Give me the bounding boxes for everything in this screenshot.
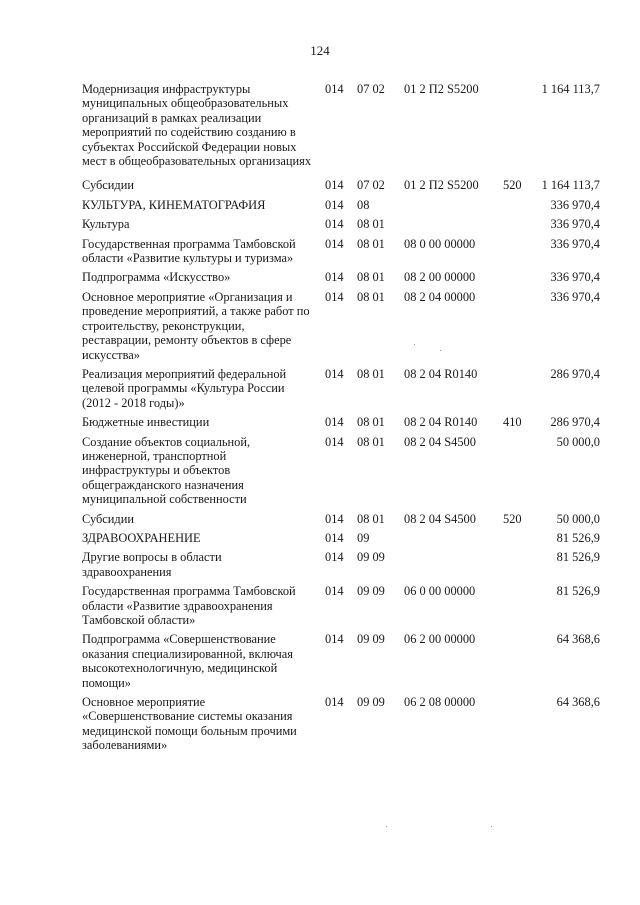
row-amount: 336 970,4 (550, 197, 600, 212)
row-amount: 336 970,4 (550, 217, 600, 232)
row-grbs-code: 014 (325, 236, 344, 251)
table-row (82, 217, 602, 231)
row-section-code: 08 01 (357, 270, 385, 285)
row-amount: 336 970,4 (550, 289, 600, 304)
table-row (82, 270, 602, 284)
row-grbs-code: 014 (325, 434, 344, 449)
row-amount: 336 970,4 (550, 270, 600, 285)
table-row (82, 237, 602, 266)
row-name: Бюджетные инвестиции (82, 415, 210, 430)
row-section-code: 08 01 (357, 289, 385, 304)
table-row (82, 584, 602, 627)
row-section-code: 09 09 (357, 695, 385, 710)
row-name: Реализация мероприятий федеральной целевой программы «Культура России (2012 - 2018 годы)» (82, 366, 287, 410)
row-grbs-code: 014 (325, 178, 344, 193)
table-row (82, 367, 602, 410)
table-row (82, 198, 602, 212)
row-amount: 50 000,0 (556, 511, 600, 526)
table-row (82, 632, 602, 690)
row-target-article-code: 08 2 04 S4500 (404, 434, 476, 449)
table-row (82, 531, 602, 545)
budget-table (82, 82, 602, 758)
row-section-code: 09 09 (357, 632, 385, 647)
row-target-article-code: 01 2 П2 S5200 (404, 82, 479, 96)
row-name: Культура (82, 217, 130, 232)
row-name: Государственная программа Тамбовской области «Развитие культуры и туризма» (82, 236, 296, 266)
table-row (82, 178, 602, 192)
row-section-code: 08 01 (357, 415, 385, 430)
row-amount: 81 526,9 (556, 530, 600, 545)
table-row (82, 695, 602, 753)
row-target-article-code: 08 2 04 R0140 (404, 415, 478, 430)
table-row (82, 512, 602, 526)
row-name: Модернизация инфраструктуры муниципальных общеобразовательных организаций в рамках реализации мероприятий по содействию созданию в субъектах Российской Федерации новых мест в общеобразовательных организациях (82, 82, 312, 169)
row-grbs-code: 014 (325, 217, 344, 232)
page-number: 124 (310, 43, 330, 58)
row-name: ЗДРАВООХРАНЕНИЕ (82, 530, 201, 545)
row-name: Субсидии (82, 178, 134, 193)
row-grbs-code: 014 (325, 415, 344, 430)
row-name: Государственная программа Тамбовской области «Развитие здравоохранения Тамбовской области» (82, 584, 296, 627)
row-amount: 286 970,4 (550, 366, 600, 381)
row-grbs-code: 014 (325, 82, 344, 96)
row-section-code: 08 (357, 197, 370, 212)
row-grbs-code: 014 (325, 584, 344, 599)
row-target-article-code: 08 2 00 00000 (404, 270, 476, 285)
row-name: Создание объектов социальной, инженерной, транспортной инфраструктуры и объектов общегражданского назначения муниципальной собственности (82, 434, 251, 507)
row-grbs-code: 014 (325, 366, 344, 381)
row-amount: 64 368,6 (556, 695, 600, 710)
row-name: Подпрограмма «Совершенствование оказания специализированной, включая высокотехнологичную, медицинской помощи» (82, 632, 293, 690)
row-section-code: 09 (357, 530, 370, 545)
row-name: Субсидии (82, 511, 134, 526)
row-section-code: 09 09 (357, 584, 385, 599)
row-amount: 64 368,6 (556, 632, 600, 647)
row-amount: 1 164 113,7 (541, 82, 600, 96)
row-target-article-code: 08 2 04 00000 (404, 289, 476, 304)
row-section-code: 08 01 (357, 511, 385, 526)
table-row (82, 415, 602, 429)
row-target-article-code: 08 2 04 S4500 (404, 511, 476, 526)
table-row (82, 550, 602, 579)
row-target-article-code: 08 0 00 00000 (404, 236, 476, 251)
row-name: Другие вопросы в области здравоохранения (82, 550, 222, 579)
row-amount: 81 526,9 (556, 550, 600, 565)
row-section-code: 08 01 (357, 236, 385, 251)
scan-speck (491, 826, 492, 827)
row-grbs-code: 014 (325, 511, 344, 526)
row-target-article-code: 08 2 04 R0140 (404, 366, 478, 381)
row-expense-type-code: 520 (503, 511, 522, 526)
row-amount: 286 970,4 (550, 415, 600, 430)
row-section-code: 09 09 (357, 550, 385, 565)
table-row (82, 82, 602, 168)
row-target-article-code: 01 2 П2 S5200 (404, 178, 479, 193)
row-target-article-code: 06 2 00 00000 (404, 632, 476, 647)
row-grbs-code: 014 (325, 289, 344, 304)
row-target-article-code: 06 2 08 00000 (404, 695, 476, 710)
row-amount: 50 000,0 (556, 434, 600, 449)
table-row (82, 290, 602, 362)
row-grbs-code: 014 (325, 197, 344, 212)
scan-speck (440, 350, 441, 351)
row-amount: 1 164 113,7 (541, 178, 600, 193)
row-section-code: 07 02 (357, 178, 385, 193)
row-name: КУЛЬТУРА, КИНЕМАТОГРАФИЯ (82, 197, 266, 212)
row-name: Основное мероприятие «Организация и проведение мероприятий, а также работ по строительству, реконструкции, реставрации, ремонту объектов в сфере искусства» (82, 289, 310, 362)
row-amount: 336 970,4 (550, 236, 600, 251)
row-grbs-code: 014 (325, 550, 344, 565)
table-row (82, 435, 602, 507)
row-expense-type-code: 410 (503, 415, 522, 430)
row-grbs-code: 014 (325, 530, 344, 545)
row-section-code: 07 02 (357, 82, 385, 96)
row-grbs-code: 014 (325, 270, 344, 285)
row-name: Подпрограмма «Искусство» (82, 270, 231, 285)
scan-speck (386, 826, 387, 827)
row-section-code: 08 01 (357, 366, 385, 381)
row-expense-type-code: 520 (503, 178, 522, 193)
scan-speck (414, 344, 415, 345)
row-section-code: 08 01 (357, 434, 385, 449)
row-section-code: 08 01 (357, 217, 385, 232)
row-amount: 81 526,9 (556, 584, 600, 599)
row-grbs-code: 014 (325, 632, 344, 647)
row-name: Основное мероприятие «Совершенствование системы оказания медицинской помощи больным прочими заболеваниями» (82, 695, 297, 753)
row-grbs-code: 014 (325, 695, 344, 710)
row-target-article-code: 06 0 00 00000 (404, 584, 476, 599)
